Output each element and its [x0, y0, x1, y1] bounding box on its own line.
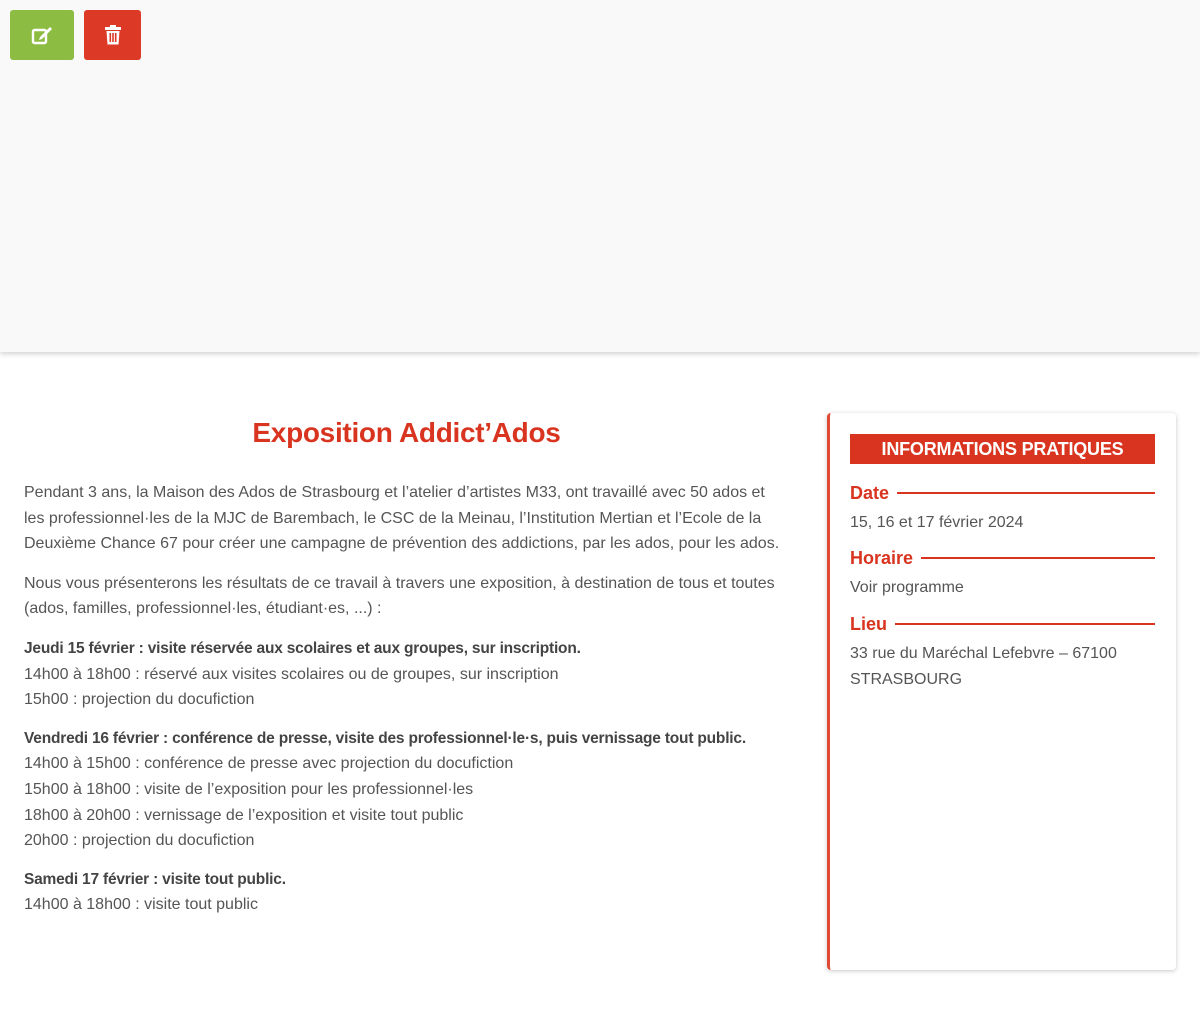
divider [895, 623, 1155, 625]
page-title: Exposition Addict’Ados [252, 417, 561, 448]
info-label: Date [850, 482, 890, 503]
delete-button[interactable] [84, 10, 141, 60]
day-schedule-saturday [24, 867, 789, 918]
top-banner-area [0, 0, 1200, 352]
practical-info-header: INFORMATIONS PRATIQUES [850, 434, 1155, 464]
info-value: 15, 16 et 17 février 2024 [850, 514, 1024, 531]
day-schedule-friday [24, 726, 789, 854]
schedule-line: 14h00 à 18h00 : visite tout public [24, 896, 258, 914]
info-value: 33 rue du Maréchal Lefebvre – 67100 STRASBOURG [850, 645, 1117, 688]
schedule-line: 15h00 : projection du docufiction [24, 691, 255, 709]
info-label: Lieu [850, 613, 888, 634]
edit-icon [31, 25, 53, 45]
day-schedule-thursday [24, 636, 789, 713]
presentation-paragraph: Nous vous présenterons les résultats de ce travail à travers une exposition, à destination de tous et toutes (ados, familles, professionnel·les, étudiant·es, ...) : [24, 574, 775, 618]
practical-info-panel [827, 413, 1176, 970]
day-title: Jeudi 15 février : visite réservée aux scolaires et aux groupes, sur inscription. [24, 639, 581, 657]
article-content [24, 412, 789, 931]
schedule-line: 15h00 à 18h00 : visite de l’exposition pour les professionnel·les [24, 780, 474, 798]
info-label: Horaire [850, 547, 914, 568]
divider [897, 492, 1155, 494]
info-section-lieu [850, 611, 1155, 692]
day-title: Vendredi 16 février : conférence de presse, visite des professionnel·le·s, puis vernissage tout public. [24, 729, 746, 747]
schedule-line: 18h00 à 20h00 : vernissage de l’exposition et visite tout public [24, 806, 464, 824]
schedule-line: 14h00 à 18h00 : réservé aux visites scolaires ou de groupes, sur inscription [24, 665, 559, 683]
info-section-date [850, 480, 1155, 536]
schedule-line: 14h00 à 15h00 : conférence de presse avec projection du docufiction [24, 755, 514, 773]
schedule-line: 20h00 : projection du docufiction [24, 832, 255, 850]
trash-icon [105, 25, 121, 45]
day-title: Samedi 17 février : visite tout public. [24, 870, 286, 888]
edit-button[interactable] [10, 10, 74, 60]
divider [921, 557, 1155, 559]
info-value: Voir programme [850, 579, 964, 596]
info-section-horaire [850, 545, 1155, 601]
intro-paragraph: Pendant 3 ans, la Maison des Ados de Strasbourg et l’atelier d’artistes M33, ont travaillé avec 50 ados et les professionnel·les de la MJC de Barembach, le CSC de la Meinau, l’Institution Mertian et l’Ecole de la Deuxième Chance 67 pour créer une campagne de prévention des addictions, par les ados, pour les ados. [24, 484, 780, 553]
